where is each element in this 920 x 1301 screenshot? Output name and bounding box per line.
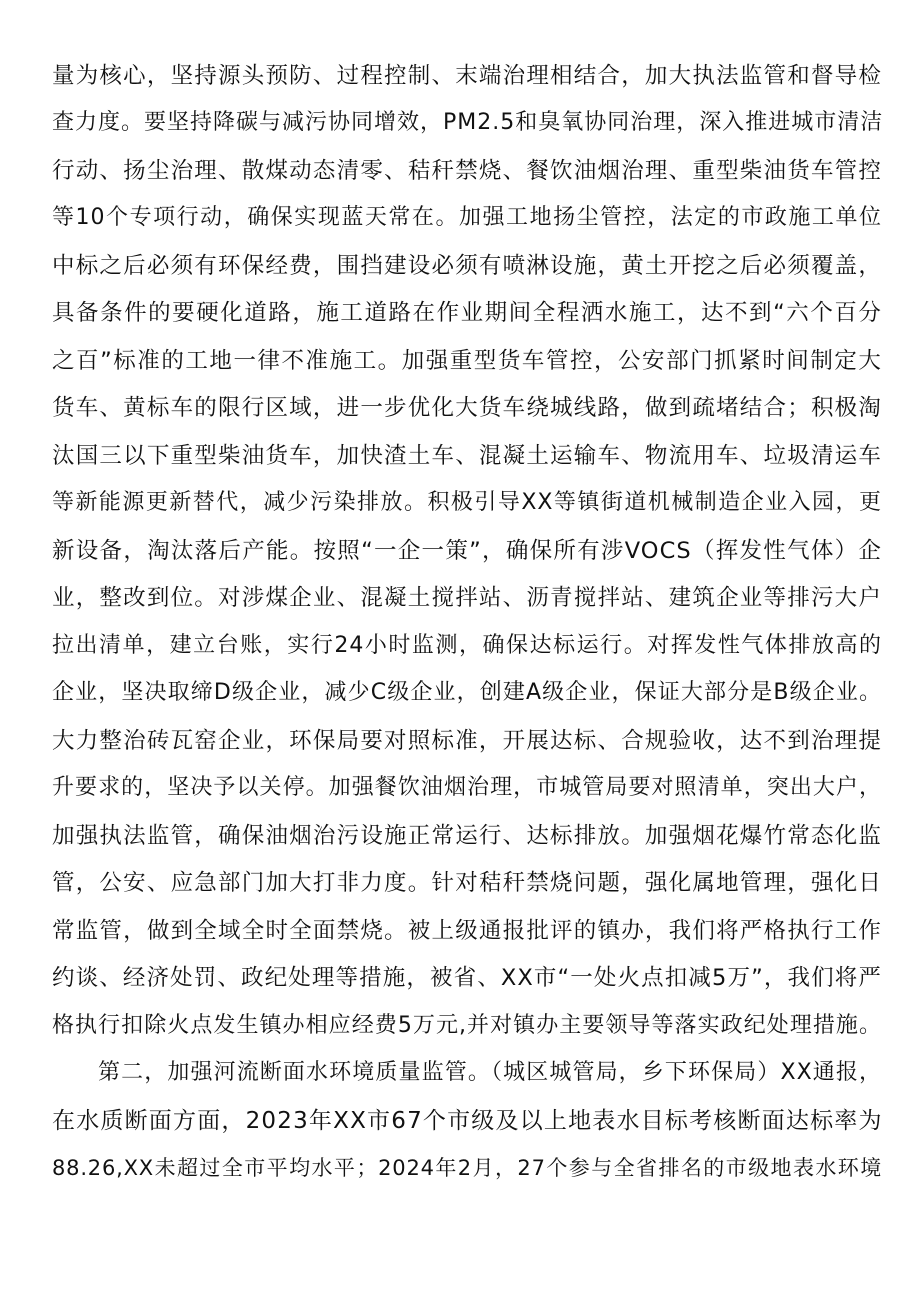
- text-line: 升要求的，坚决予以关停。加强餐饮油烟治理，市城管局要对照清单，突出大户，: [52, 775, 882, 800]
- text-line: 格执行扣除火点发生镇办相应经费5万元,并对镇办主要领导等落实政纪处理措施。: [52, 1013, 882, 1038]
- text-line: 等新能源更新替代，减少污染排放。积极引导XX等镇街道机械制造企业入园，更: [52, 490, 882, 515]
- paragraph-start-line: 第二，加强河流断面水环境质量监管。（城区城管局，乡下环保局）XX通报，: [98, 1060, 882, 1085]
- text-line: 约谈、经济处罚、政纪处理等措施，被省、XX市“一处火点扣减5万”，我们将严: [52, 965, 882, 991]
- text-line: 具备条件的要硬化道路，施工道路在作业期间全程洒水施工，达不到“六个百分: [52, 300, 882, 326]
- text-line: 货车、黄标车的限行区域，进一步优化大货车绕城线路，做到疏堵结合；积极淘: [52, 395, 882, 421]
- text-line: 查力度。要坚持降碳与减污协同增效，PM2.5和臭氧协同治理，深入推进城市清洁: [52, 110, 884, 135]
- text-line: 汰国三以下重型柴油货车，加快渣土车、混凝土运输车、物流用车、垃圾清运车: [52, 443, 882, 469]
- text-line: 企业，坚决取缔D级企业，减少C级企业，创建A级企业，保证大部分是B级企业。: [52, 680, 882, 705]
- text-line: 业，整改到位。对涉煤企业、混凝土搅拌站、沥青搅拌站、建筑企业等排污大户: [52, 585, 882, 611]
- text-line: 之百”标准的工地一律不准施工。加强重型货车管控，公安部门抓紧时间制定大: [52, 348, 882, 374]
- text-line: 行动、扬尘治理、散煤动态清零、秸秆禁烧、餐饮油烟治理、重型柴油货车管控: [52, 158, 882, 184]
- text-line: 常监管，做到全域全时全面禁烧。被上级通报批评的镇办，我们将严格执行工作: [52, 918, 882, 944]
- text-line: 量为核心，坚持源头预防、过程控制、末端治理相结合，加大执法监管和督导检: [52, 63, 882, 89]
- text-line: 加强执法监管，确保油烟治污设施正常运行、达标排放。加强烟花爆竹常态化监: [52, 823, 882, 849]
- text-line: 大力整治砖瓦窑企业，环保局要对照标准，开展达标、合规验收，达不到治理提: [52, 728, 882, 754]
- text-line: 在水质断面方面，2023年XX市67个市级及以上地表水目标考核断面达标率为: [52, 1108, 883, 1134]
- text-line: 88.26,XX未超过全市平均水平；2024年2月，27个参与全省排名的市级地表水环境: [52, 1156, 882, 1180]
- text-line: 拉出清单，建立台账，实行24小时监测，确保达标运行。对挥发性气体排放高的: [52, 633, 882, 658]
- text-line: 新设备，淘汰落后产能。按照“一企一策”，确保所有涉VOCS（挥发性气体）企: [52, 538, 882, 564]
- text-line: 中标之后必须有环保经费，围挡建设必须有喷淋设施，黄土开挖之后必须覆盖，: [52, 253, 882, 279]
- text-line: 等10个专项行动，确保实现蓝天常在。加强工地扬尘管控，法定的市政施工单位: [52, 205, 882, 230]
- text-line: 管，公安、应急部门加大打非力度。针对秸秆禁烧问题，强化属地管理，强化日: [52, 870, 882, 896]
